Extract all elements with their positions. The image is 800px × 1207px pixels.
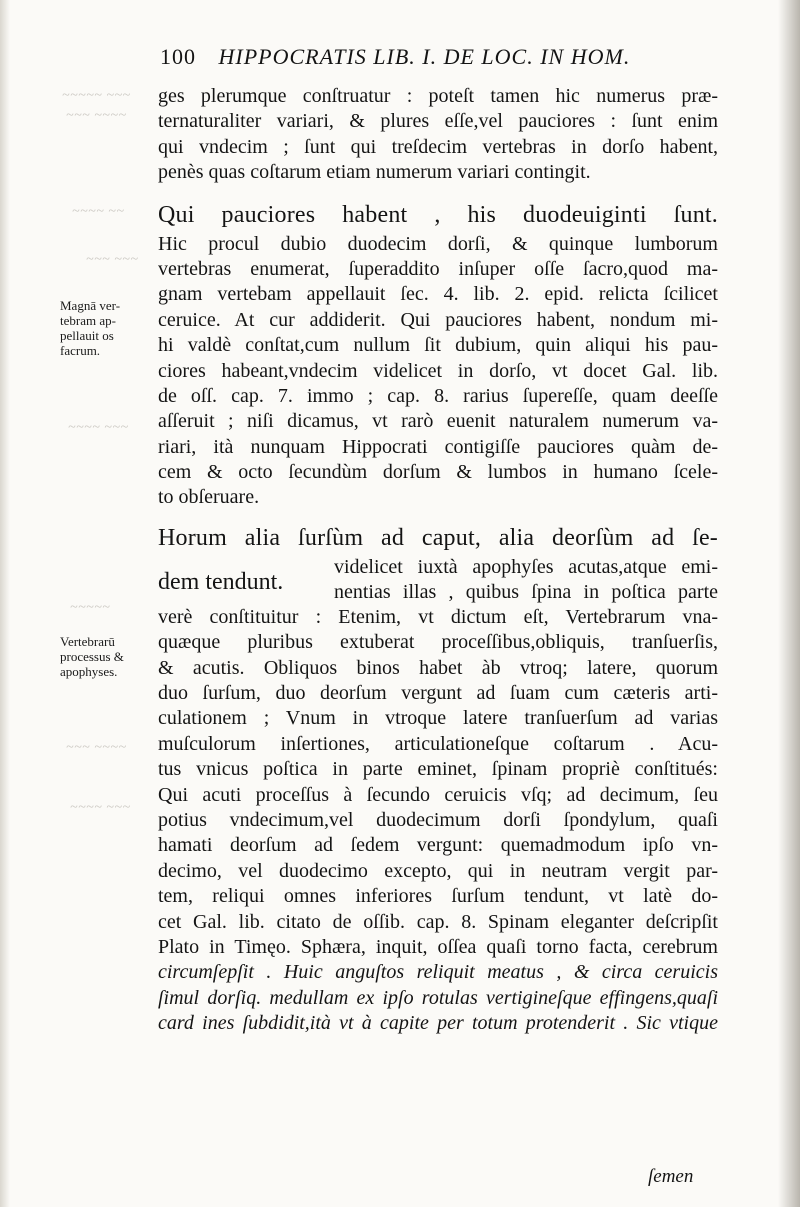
- text-line: ternaturaliter variari, & plures eſſe,vel pauciores : ſunt enim: [158, 110, 718, 133]
- text-line: & acutis. Obliquos binos habet àb vtroq; latere, quorum: [158, 656, 718, 679]
- quote-line: circumſepſit . Huic anguſtos reliquit meatus , & circa ceruicis: [158, 961, 718, 984]
- gutter-shadow: [0, 0, 10, 1207]
- text-line: decimo, vel duodecimo excepto, qui in neutram vergit par-: [158, 859, 718, 882]
- text-line: Qui acuti proceſſus à ſecundo ceruicis vſq; ad decimum, ſeu: [158, 783, 718, 806]
- text-line: videlicet iuxtà apophyſes acutas,atque emi-: [334, 555, 718, 578]
- text-line: muſculorum inſertiones, articulationeſque coſtarum . Acu-: [158, 732, 718, 755]
- text-line: quæque pluribus extuberat proceſſibus,obliquis, tranſuerſis,: [158, 631, 718, 654]
- page-number: 100: [160, 44, 196, 69]
- running-header: [160, 44, 720, 70]
- margin-note-line: processus &: [60, 649, 124, 664]
- text-line: Hic procul dubio duodecim dorſi, & quinque lumborum: [158, 232, 718, 255]
- margin-note-2: [60, 634, 152, 679]
- text-line: to obſeruare.: [158, 486, 260, 509]
- margin-note-line: pellauit os: [60, 328, 114, 343]
- text-line: verè conſtituitur : Etenim, vt dictum eſt, Vertebrarum vna-: [158, 605, 718, 628]
- margin-note-1: [60, 298, 152, 358]
- margin-note-line: Magnā ver-: [60, 298, 121, 313]
- text-line: duo ſurſum, duo deorſum vergunt ad ſuam cum cæteris arti-: [158, 682, 718, 705]
- text-line: potius vndecimum,vel duodecimum dorſi ſpondylum, quaſi: [158, 808, 718, 831]
- text-line: nentias illas , quibus ſpina in poſtica parte: [334, 580, 718, 603]
- lemma-heading: Qui pauciores habent , his duodeuiginti ſunt.: [158, 201, 718, 228]
- text-line: de oſſ. cap. 7. immo ; cap. 8. rarius ſupereſſe, quam deeſſe: [158, 384, 718, 407]
- catchword: ſemen: [648, 1166, 694, 1187]
- margin-note-line: tebram ap-: [60, 313, 116, 328]
- main-text: [158, 84, 718, 1037]
- text-line: riari, ità nunquam Hippocrati contigiſſe pauciores quàm de-: [158, 435, 718, 458]
- text-line: hamati deorſum ad ſedem vergunt: quemadmodum ipſo vn-: [158, 834, 718, 857]
- text-line: ceruice. At cur addiderit. Qui pauciores habent, nondum mi-: [158, 308, 718, 331]
- text-line: culationem ; Vnum in vtroque latere tranſuerſum ad varias: [158, 707, 718, 730]
- text-line: Plato in Timęo. Sphæra, inquit, oſſea quaſi torno facta, cerebrum: [158, 935, 718, 958]
- text-line: tus vnicus poſtica in parte eminet, ſpinam propriè conſtitués:: [158, 758, 718, 781]
- quote-line: ſimul dorſiq. medullam ex ipſo rotulas vertigineſque effingens,quaſi: [158, 986, 718, 1009]
- text-line: gnam vertebam appellauit ſec. 4. lib. 2. epid. relicta ſcilicet: [158, 283, 718, 306]
- text-line: hi valdè conſtat,cum nullum ſit dubium, quin aliqui his pau-: [158, 334, 718, 357]
- page-edge-shadow: [778, 0, 800, 1207]
- quote-line: card ines ſubdidit,ità vt à capite per totum protenderit . Sic vtique: [158, 1012, 718, 1035]
- text-line: ciores habeant,vndecim videlicet in dorſo, vt docet Gal. lib.: [158, 359, 718, 382]
- margin-note-line: facrum.: [60, 343, 101, 358]
- lemma-heading: Horum alia ſurſùm ad caput, alia deorſùm ad ſe-: [158, 524, 718, 551]
- text-line: vertebras enumerat, ſuperaddito inſuper oſſe ſacro,quod ma-: [158, 257, 718, 280]
- lemma-heading-end: dem tendunt.: [158, 568, 284, 595]
- lemma-split-line: [158, 555, 718, 605]
- margin-note-line: Vertebrarū: [60, 634, 115, 649]
- text-line: penès quas coſtarum etiam numerum variari contingit.: [158, 161, 591, 184]
- text-line: cem & octo ſecundùm dorſum & lumbos in humano ſcele-: [158, 461, 718, 484]
- text-line: qui vndecim ; ſunt qui treſdecim vertebras in dorſo habent,: [158, 135, 718, 158]
- text-line: tem, reliqui omnes inferiores ſurſum tendunt, vt latè do-: [158, 885, 718, 908]
- book-page: ~~~~~ ~~~ ~~~ ~~~~ ~~~~ ~~ ~~~ ~~~ ~~~~ ~~~ ~~~~~ ~~~ ~~~~ ~~~~ ~~~ 100 HIPPOCRATIS LIB. I. DE LOC. IN HOM. Magnā ver- tebram ap- pellauit os facrum. Vertebrarū processus & apophyses. ges plerumque conſtruatur : poteſt tamen hic numerus præ- ternaturaliter variari, & plures eſſe,vel pauciores : ſunt enim qui vndecim ; ſunt qui treſdecim vertebras in dorſo habent, penès quas coſtarum etiam numerum variari contingit. Qui pauciores habent , his duodeuiginti ſunt. Hic procul dubio duodecim dorſi, & quinque lumborum vertebras enumerat, ſuperaddito inſuper oſſe ſacro,quod ma- gnam vertebam appellauit ſec. 4. lib. 2. epid. relicta ſcilicet ceruice. At cur addiderit. Qui pauciores habent, nondum mi- hi valdè conſtat,cum nullum ſit dubium, quin aliqui his pau- ciores habeant,vndecim videlicet in dorſo, vt docet Gal. lib. de oſſ. cap. 7. immo ; cap. 8. rarius ſupereſſe, quam deeſſe aſſeruit ; niſi dicamus, vt rarò euenit naturalem numerum va- riari, ità nunquam Hippocrati contigiſſe pauciores quàm de- cem & octo ſecundùm dorſum & lumbos in humano ſcele- to obſeruare. Horum alia ſurſùm ad caput, alia deorſùm ad ſe- dem tendunt. videlicet iuxtà apophyſes acutas,atque emi- nentias illas , quibus ſpina in poſtica parte verè conſtituitur : Etenim, vt dictum eſt, Vertebrarum vna- quæque pluribus extuberat proceſſibus,obliquis, tranſuerſis, & acutis. Obliquos binos habet àb vtroq; latere, quorum duo ſurſum, duo deorſum vergunt ad ſuam cum cæteris arti- culationem ; Vnum in vtroque latere tranſuerſum ad varias muſculorum inſertiones, articulationeſque coſtarum . Acu- tus vnicus poſtica in parte eminet, ſpinam propriè conſtitués: Qui acuti proceſſus à ſecundo ceruicis vſq; ad decimum, ſeu potius vndecimum,vel duodecimum dorſi ſpondylum, quaſi hamati deorſum ad ſedem vergunt: quemadmodum ipſo vn- decimo, vel duodecimo excepto, qui in neutram vergit par- tem, reliqui omnes inferiores ſurſum tendunt, vt latè do- cet Gal. lib. citato de oſſib. cap. 8. Spinam eleganter deſcripſit Plato in Timęo. Sphæra, inquit, oſſea quaſi torno facta, cerebrum circumſepſit . Huic anguſtos reliquit meatus , & circa ceruicis ſimul dorſiq. medullam ex ipſo rotulas vertigineſque effingens,quaſi card ines ſubdidit,ità vt à capite per totum protenderit . Sic vtique ſemen: [0, 0, 800, 1207]
- text-line: aſſeruit ; niſi dicamus, vt rarò euenit naturalem numerum va-: [158, 410, 718, 433]
- text-line: ges plerumque conſtruatur : poteſt tamen hic numerus præ-: [158, 85, 718, 107]
- text-line: cet Gal. lib. citato de oſſib. cap. 8. Spinam eleganter deſcripſit: [158, 910, 718, 933]
- running-title: HIPPOCRATIS LIB. I. DE LOC. IN HOM.: [218, 44, 631, 69]
- margin-note-line: apophyses.: [60, 664, 118, 679]
